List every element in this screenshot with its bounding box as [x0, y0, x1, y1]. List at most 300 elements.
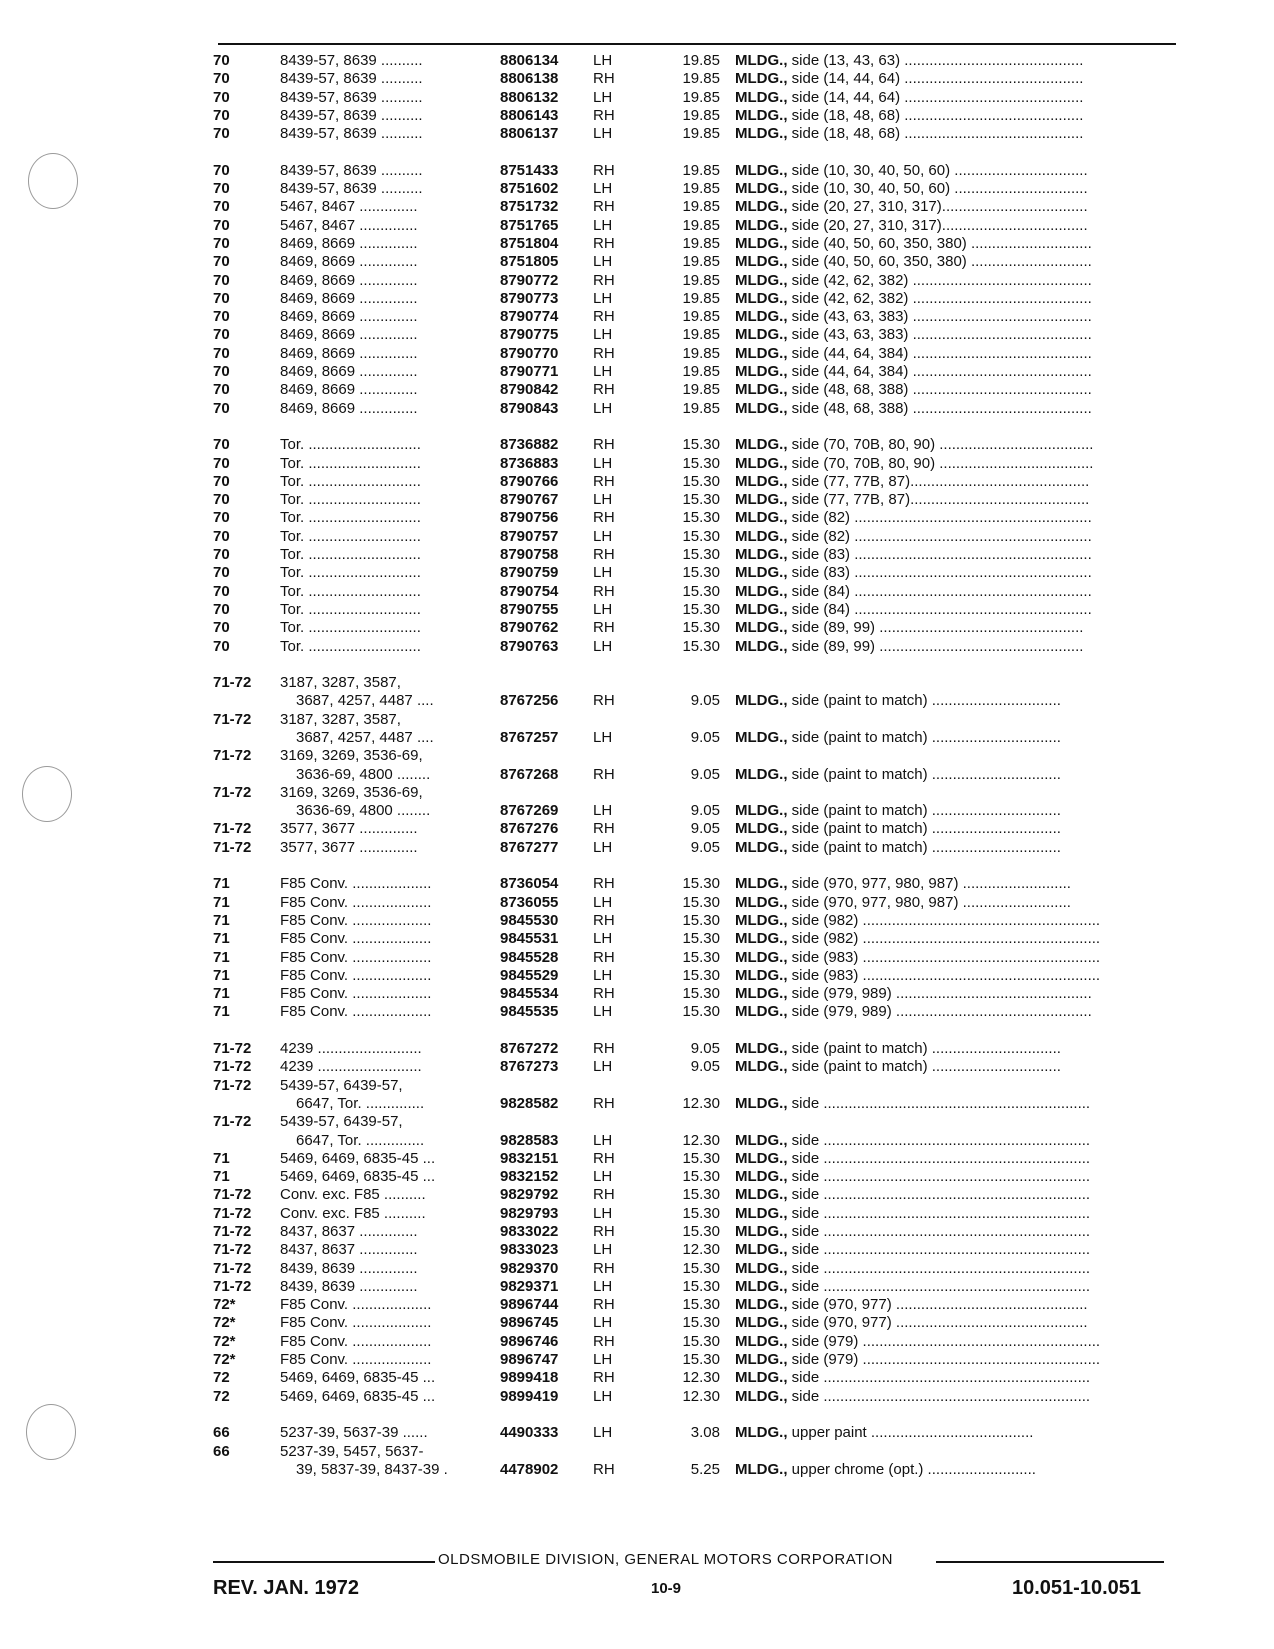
description-prefix: MLDG., [735, 1369, 788, 1387]
table-row [0, 967, 1274, 985]
year-cell: 71-72 [213, 1277, 252, 1295]
year-cell: 70 [213, 88, 230, 106]
side-cell: RH [593, 1223, 615, 1240]
description-cell [735, 1186, 1175, 1204]
description-cell [735, 253, 1175, 271]
model-cell: 8437, 8637 .............. [280, 1223, 418, 1240]
description-text: side (982) ......................................................... [787, 930, 1101, 948]
description-cell [735, 1388, 1175, 1406]
model-cell: 8439-57, 8639 .......... [280, 88, 423, 106]
description-prefix: MLDG., [735, 1040, 788, 1058]
description-cell [735, 381, 1175, 399]
price-cell: 12.30 [682, 1094, 720, 1112]
description-text: side ................................................................ [787, 1241, 1091, 1259]
part-number-cell: 8806132 [500, 88, 559, 106]
description-cell [735, 89, 1175, 107]
model-cell: 5469, 6469, 6835-45 ... [280, 1387, 436, 1405]
side-cell: LH [593, 1241, 613, 1259]
side-cell: RH [593, 271, 615, 289]
side-cell: LH [593, 253, 613, 271]
table-row [0, 180, 1274, 198]
description-text: side ................................................................ [787, 1259, 1091, 1277]
table-row [0, 1223, 1274, 1241]
description-cell [735, 1241, 1175, 1259]
price-cell: 15.30 [682, 564, 720, 582]
price-cell: 15.30 [682, 1149, 720, 1167]
description-cell [735, 491, 1175, 509]
part-number-cell: 9845534 [500, 985, 559, 1003]
side-cell: RH [593, 765, 615, 783]
table-row [0, 70, 1274, 88]
table-row [0, 345, 1274, 363]
description-cell [735, 619, 1175, 637]
price-cell: 12.30 [682, 1369, 720, 1387]
table-row [0, 729, 1274, 747]
model-cell: 4239 ......................... [280, 1040, 422, 1058]
part-number-cell: 8790759 [500, 564, 559, 582]
description-cell [735, 235, 1175, 253]
year-cell: 70 [213, 180, 230, 198]
model-cell: F85 Conv. ................... [280, 1314, 432, 1332]
description-prefix: MLDG., [735, 1204, 788, 1222]
model-cell: Tor. ........................... [280, 436, 421, 454]
model-cell: 8469, 8669 .............. [280, 289, 418, 307]
description-cell [735, 125, 1175, 143]
description-cell [735, 1351, 1175, 1369]
description-prefix: MLDG., [735, 308, 788, 326]
table-row [0, 1113, 1274, 1131]
description-text: upper paint ....................................... [787, 1424, 1034, 1442]
side-cell: RH [593, 472, 615, 490]
part-number-cell: 9899418 [500, 1369, 559, 1387]
year-cell: 70 [213, 491, 230, 509]
group-spacer [0, 143, 1274, 161]
price-cell: 19.85 [682, 326, 720, 344]
model-cell: Tor. ........................... [280, 454, 421, 472]
table-row [0, 436, 1274, 454]
description-text: side (70, 70B, 80, 90) ..................................... [787, 454, 1094, 472]
side-cell: RH [593, 436, 615, 454]
description-text: side (970, 977) .............................................. [787, 1314, 1088, 1332]
part-number-cell: 8790773 [500, 289, 559, 307]
description-prefix: MLDG., [735, 728, 788, 746]
model-cell: 8439-57, 8639 .......... [280, 70, 423, 88]
model-cell: 5467, 8467 .............. [280, 198, 418, 216]
side-cell: RH [593, 911, 615, 929]
side-cell: LH [593, 728, 613, 746]
table-row [0, 1241, 1274, 1259]
price-cell: 15.30 [682, 1003, 720, 1021]
price-cell: 19.85 [682, 271, 720, 289]
table-row [0, 985, 1274, 1003]
model-cell: 8439, 8639 .............. [280, 1277, 418, 1295]
description-text: side (983) ......................................................... [787, 948, 1101, 966]
description-text: side (83) ......................................................... [787, 564, 1092, 582]
description-cell [735, 638, 1175, 656]
description-cell [735, 1132, 1175, 1150]
part-number-cell: 9845529 [500, 966, 559, 984]
description-text: side (89, 99) ................................................. [787, 637, 1084, 655]
price-cell: 15.30 [682, 1332, 720, 1350]
description-prefix: MLDG., [735, 1131, 788, 1149]
page-number: 10-9 [651, 1580, 682, 1597]
price-cell: 15.30 [682, 582, 720, 600]
description-cell [735, 766, 1175, 784]
price-cell: 19.85 [682, 180, 720, 198]
part-number-cell: 8790770 [500, 344, 559, 362]
group-spacer [0, 1022, 1274, 1040]
price-cell: 15.30 [682, 509, 720, 527]
table-row [0, 125, 1274, 143]
model-cell: F85 Conv. ................... [280, 1003, 432, 1021]
model-cell: 8469, 8669 .............. [280, 234, 418, 252]
description-text: side (43, 63, 383) ........................................... [787, 326, 1092, 344]
side-cell: LH [593, 216, 613, 234]
table-row [0, 1369, 1274, 1387]
year-cell: 70 [213, 106, 230, 124]
description-prefix: MLDG., [735, 930, 788, 948]
model-cell: Tor. ........................... [280, 509, 421, 527]
description-prefix: MLDG., [735, 1277, 788, 1295]
description-cell [735, 802, 1175, 820]
model-cell: 3577, 3677 .............. [280, 838, 418, 856]
description-prefix: MLDG., [735, 125, 788, 143]
model-cell: 5469, 6469, 6835-45 ... [280, 1149, 436, 1167]
description-text: side ................................................................ [787, 1131, 1091, 1149]
model-cell: 8469, 8669 .............. [280, 344, 418, 362]
year-cell: 72 [213, 1369, 230, 1387]
description-cell [735, 180, 1175, 198]
side-cell: RH [593, 344, 615, 362]
description-text: side ................................................................ [787, 1168, 1091, 1186]
part-number-cell: 9828583 [500, 1131, 559, 1149]
table-row [0, 875, 1274, 893]
part-number-cell: 9829792 [500, 1186, 559, 1204]
part-number-cell: 8736882 [500, 436, 559, 454]
description-prefix: MLDG., [735, 326, 788, 344]
part-number-cell: 8790767 [500, 491, 559, 509]
side-cell: LH [593, 125, 613, 143]
year-cell: 70 [213, 546, 230, 564]
year-cell: 70 [213, 344, 230, 362]
description-prefix: MLDG., [735, 1241, 788, 1259]
description-text: side (paint to match) ............................... [787, 1040, 1061, 1058]
description-text: side (paint to match) ............................... [787, 802, 1061, 820]
table-row [0, 1461, 1274, 1479]
price-cell: 19.85 [682, 198, 720, 216]
price-cell: 9.05 [690, 728, 720, 746]
description-cell [735, 583, 1175, 601]
table-row [0, 1351, 1274, 1369]
side-cell: RH [593, 1369, 615, 1387]
side-cell: LH [593, 88, 613, 106]
table-row [0, 253, 1274, 271]
part-number-cell: 9833022 [500, 1223, 559, 1240]
price-cell: 15.30 [682, 1223, 720, 1240]
year-cell: 71 [213, 1149, 230, 1167]
side-cell: RH [593, 1259, 615, 1277]
description-cell [735, 473, 1175, 491]
description-prefix: MLDG., [735, 161, 788, 179]
side-cell: RH [593, 985, 615, 1003]
model-cell: 8439-57, 8639 .......... [280, 106, 423, 124]
part-number-cell: 4478902 [500, 1460, 559, 1478]
description-prefix: MLDG., [735, 564, 788, 582]
table-row [0, 1260, 1274, 1278]
description-cell [735, 967, 1175, 985]
description-text: side (44, 64, 384) ........................................... [787, 344, 1092, 362]
table-row [0, 1132, 1274, 1150]
table-row [0, 1150, 1274, 1168]
table-row [0, 290, 1274, 308]
model-cell: 8439-57, 8639 .......... [280, 52, 423, 69]
side-cell: LH [593, 1168, 613, 1186]
model-cell: 6647, Tor. .............. [296, 1131, 425, 1149]
model-cell: F85 Conv. ................... [280, 1296, 432, 1314]
side-cell: RH [593, 381, 615, 399]
description-text: side (paint to match) ............................... [787, 1058, 1061, 1076]
description-text: side (44, 64, 384) ........................................... [787, 363, 1092, 381]
year-cell: 70 [213, 198, 230, 216]
footer-rule-right [936, 1561, 1164, 1563]
table-row [0, 638, 1274, 656]
price-cell: 9.05 [690, 820, 720, 838]
description-cell [735, 1058, 1175, 1076]
description-cell [735, 217, 1175, 235]
description-prefix: MLDG., [735, 1186, 788, 1204]
model-cell: F85 Conv. ................... [280, 948, 432, 966]
description-prefix: MLDG., [735, 1351, 788, 1369]
model-cell: F85 Conv. ................... [280, 966, 432, 984]
year-cell: 71-72 [213, 1076, 252, 1094]
description-cell [735, 436, 1175, 454]
table-row [0, 1003, 1274, 1021]
description-cell [735, 820, 1175, 838]
side-cell: LH [593, 1277, 613, 1295]
year-cell: 71 [213, 911, 230, 929]
price-cell: 19.85 [682, 106, 720, 124]
description-prefix: MLDG., [735, 546, 788, 564]
table-row [0, 894, 1274, 912]
price-cell: 12.30 [682, 1387, 720, 1405]
table-row [0, 528, 1274, 546]
model-cell: 3577, 3677 .............. [280, 820, 418, 838]
year-cell: 71 [213, 948, 230, 966]
description-prefix: MLDG., [735, 1460, 788, 1478]
side-cell: LH [593, 893, 613, 911]
year-cell: 71-72 [213, 783, 252, 801]
part-number-cell: 8790758 [500, 546, 559, 564]
part-number-cell: 8751805 [500, 253, 559, 271]
model-cell: 5237-39, 5637-39 ...... [280, 1424, 428, 1442]
side-cell: RH [593, 308, 615, 326]
description-prefix: MLDG., [735, 491, 788, 509]
model-cell: Tor. ........................... [280, 637, 421, 655]
table-row [0, 1333, 1274, 1351]
description-text: side (paint to match) ............................... [787, 820, 1061, 838]
year-cell: 70 [213, 70, 230, 88]
part-number-cell: 9828582 [500, 1094, 559, 1112]
description-prefix: MLDG., [735, 198, 788, 216]
price-cell: 15.30 [682, 875, 720, 893]
description-prefix: MLDG., [735, 875, 788, 893]
price-cell: 12.30 [682, 1131, 720, 1149]
description-cell [735, 1150, 1175, 1168]
part-number-cell: 9829370 [500, 1259, 559, 1277]
table-row [0, 1424, 1274, 1442]
model-cell: 8469, 8669 .............. [280, 326, 418, 344]
description-cell [735, 1461, 1175, 1479]
year-cell: 70 [213, 161, 230, 179]
year-cell: 72* [213, 1314, 236, 1332]
part-number-cell: 8790774 [500, 308, 559, 326]
year-cell: 71-72 [213, 1241, 252, 1259]
table-row [0, 308, 1274, 326]
description-prefix: MLDG., [735, 1424, 788, 1442]
price-cell: 15.30 [682, 1186, 720, 1204]
part-number-cell: 9833023 [500, 1241, 559, 1259]
year-cell: 70 [213, 527, 230, 545]
description-cell [735, 272, 1175, 290]
price-cell: 15.30 [682, 966, 720, 984]
part-number-cell: 8767272 [500, 1040, 559, 1058]
year-cell: 71 [213, 930, 230, 948]
price-cell: 19.85 [682, 52, 720, 69]
description-text: side (20, 27, 310, 317)................................... [787, 216, 1088, 234]
price-cell: 19.85 [682, 399, 720, 417]
description-text: upper chrome (opt.) .......................... [787, 1460, 1036, 1478]
price-cell: 15.30 [682, 911, 720, 929]
part-number-cell: 9832152 [500, 1168, 559, 1186]
year-cell: 71-72 [213, 1204, 252, 1222]
year-cell: 70 [213, 308, 230, 326]
description-prefix: MLDG., [735, 454, 788, 472]
year-cell: 70 [213, 619, 230, 637]
description-prefix: MLDG., [735, 1223, 788, 1240]
description-text: side ................................................................ [787, 1094, 1091, 1112]
description-text: side (paint to match) ............................... [787, 692, 1061, 710]
part-number-cell: 8736055 [500, 893, 559, 911]
description-prefix: MLDG., [735, 1003, 788, 1021]
table-row [0, 272, 1274, 290]
description-prefix: MLDG., [735, 838, 788, 856]
part-number-cell: 9845535 [500, 1003, 559, 1021]
part-number-cell: 8790772 [500, 271, 559, 289]
price-cell: 15.30 [682, 1314, 720, 1332]
model-cell: 8439, 8639 .............. [280, 1259, 418, 1277]
description-cell [735, 1333, 1175, 1351]
description-cell [735, 985, 1175, 1003]
year-cell: 70 [213, 637, 230, 655]
year-cell: 71-72 [213, 1186, 252, 1204]
description-text: side (48, 68, 388) ........................................... [787, 399, 1092, 417]
year-cell: 66 [213, 1442, 230, 1460]
table-row [0, 930, 1274, 948]
price-cell: 19.85 [682, 363, 720, 381]
table-row [0, 455, 1274, 473]
year-cell: 70 [213, 125, 230, 143]
description-text: side (979) ......................................................... [787, 1351, 1101, 1369]
year-cell: 70 [213, 399, 230, 417]
part-number-cell: 8751765 [500, 216, 559, 234]
description-cell [735, 912, 1175, 930]
description-text: side (43, 63, 383) ........................................... [787, 308, 1092, 326]
model-cell: 3187, 3287, 3587, [280, 674, 401, 692]
year-cell: 70 [213, 436, 230, 454]
part-number-cell: 4490333 [500, 1424, 559, 1442]
side-cell: LH [593, 326, 613, 344]
description-prefix: MLDG., [735, 765, 788, 783]
side-cell: LH [593, 637, 613, 655]
side-cell: RH [593, 692, 615, 710]
description-text: side ................................................................ [787, 1149, 1091, 1167]
group-spacer [0, 857, 1274, 875]
model-cell: 3687, 4257, 4487 .... [296, 692, 434, 710]
year-cell: 70 [213, 454, 230, 472]
description-prefix: MLDG., [735, 692, 788, 710]
year-cell: 66 [213, 1424, 230, 1442]
description-cell [735, 692, 1175, 710]
year-cell: 71 [213, 985, 230, 1003]
side-cell: LH [593, 1204, 613, 1222]
description-text: side (paint to match) ............................... [787, 765, 1061, 783]
model-cell: 8439-57, 8639 .......... [280, 125, 423, 143]
price-cell: 19.85 [682, 234, 720, 252]
table-row [0, 363, 1274, 381]
table-row [0, 1443, 1274, 1461]
year-cell: 70 [213, 234, 230, 252]
side-cell: LH [593, 966, 613, 984]
year-cell: 70 [213, 289, 230, 307]
price-cell: 19.85 [682, 308, 720, 326]
revision-date: REV. JAN. 1972 [213, 1577, 360, 1599]
description-text: side (970, 977, 980, 987) .......................... [787, 875, 1071, 893]
model-cell: 3636-69, 4800 ........ [296, 802, 431, 820]
model-cell: 8469, 8669 .............. [280, 399, 418, 417]
description-prefix: MLDG., [735, 911, 788, 929]
year-cell: 70 [213, 271, 230, 289]
side-cell: LH [593, 454, 613, 472]
side-cell: RH [593, 820, 615, 838]
model-cell: Tor. ........................... [280, 527, 421, 545]
price-cell: 15.30 [682, 546, 720, 564]
part-number-cell: 8806138 [500, 70, 559, 88]
description-prefix: MLDG., [735, 1168, 788, 1186]
model-cell: F85 Conv. ................... [280, 1351, 432, 1369]
description-cell [735, 930, 1175, 948]
description-prefix: MLDG., [735, 253, 788, 271]
table-row [0, 198, 1274, 216]
table-row [0, 235, 1274, 253]
description-text: side (77, 77B, 87)........................................... [787, 491, 1090, 509]
description-text: side (970, 977, 980, 987) .......................... [787, 893, 1071, 911]
description-cell [735, 1003, 1175, 1021]
year-cell: 72* [213, 1351, 236, 1369]
description-cell [735, 290, 1175, 308]
description-cell [735, 528, 1175, 546]
table-row [0, 619, 1274, 637]
description-prefix: MLDG., [735, 527, 788, 545]
description-cell [735, 308, 1175, 326]
part-number-cell: 8790757 [500, 527, 559, 545]
parts-table [0, 52, 1274, 1479]
description-prefix: MLDG., [735, 966, 788, 984]
model-cell: F85 Conv. ................... [280, 911, 432, 929]
description-prefix: MLDG., [735, 289, 788, 307]
side-cell: LH [593, 1003, 613, 1021]
price-cell: 15.30 [682, 930, 720, 948]
description-cell [735, 1369, 1175, 1387]
